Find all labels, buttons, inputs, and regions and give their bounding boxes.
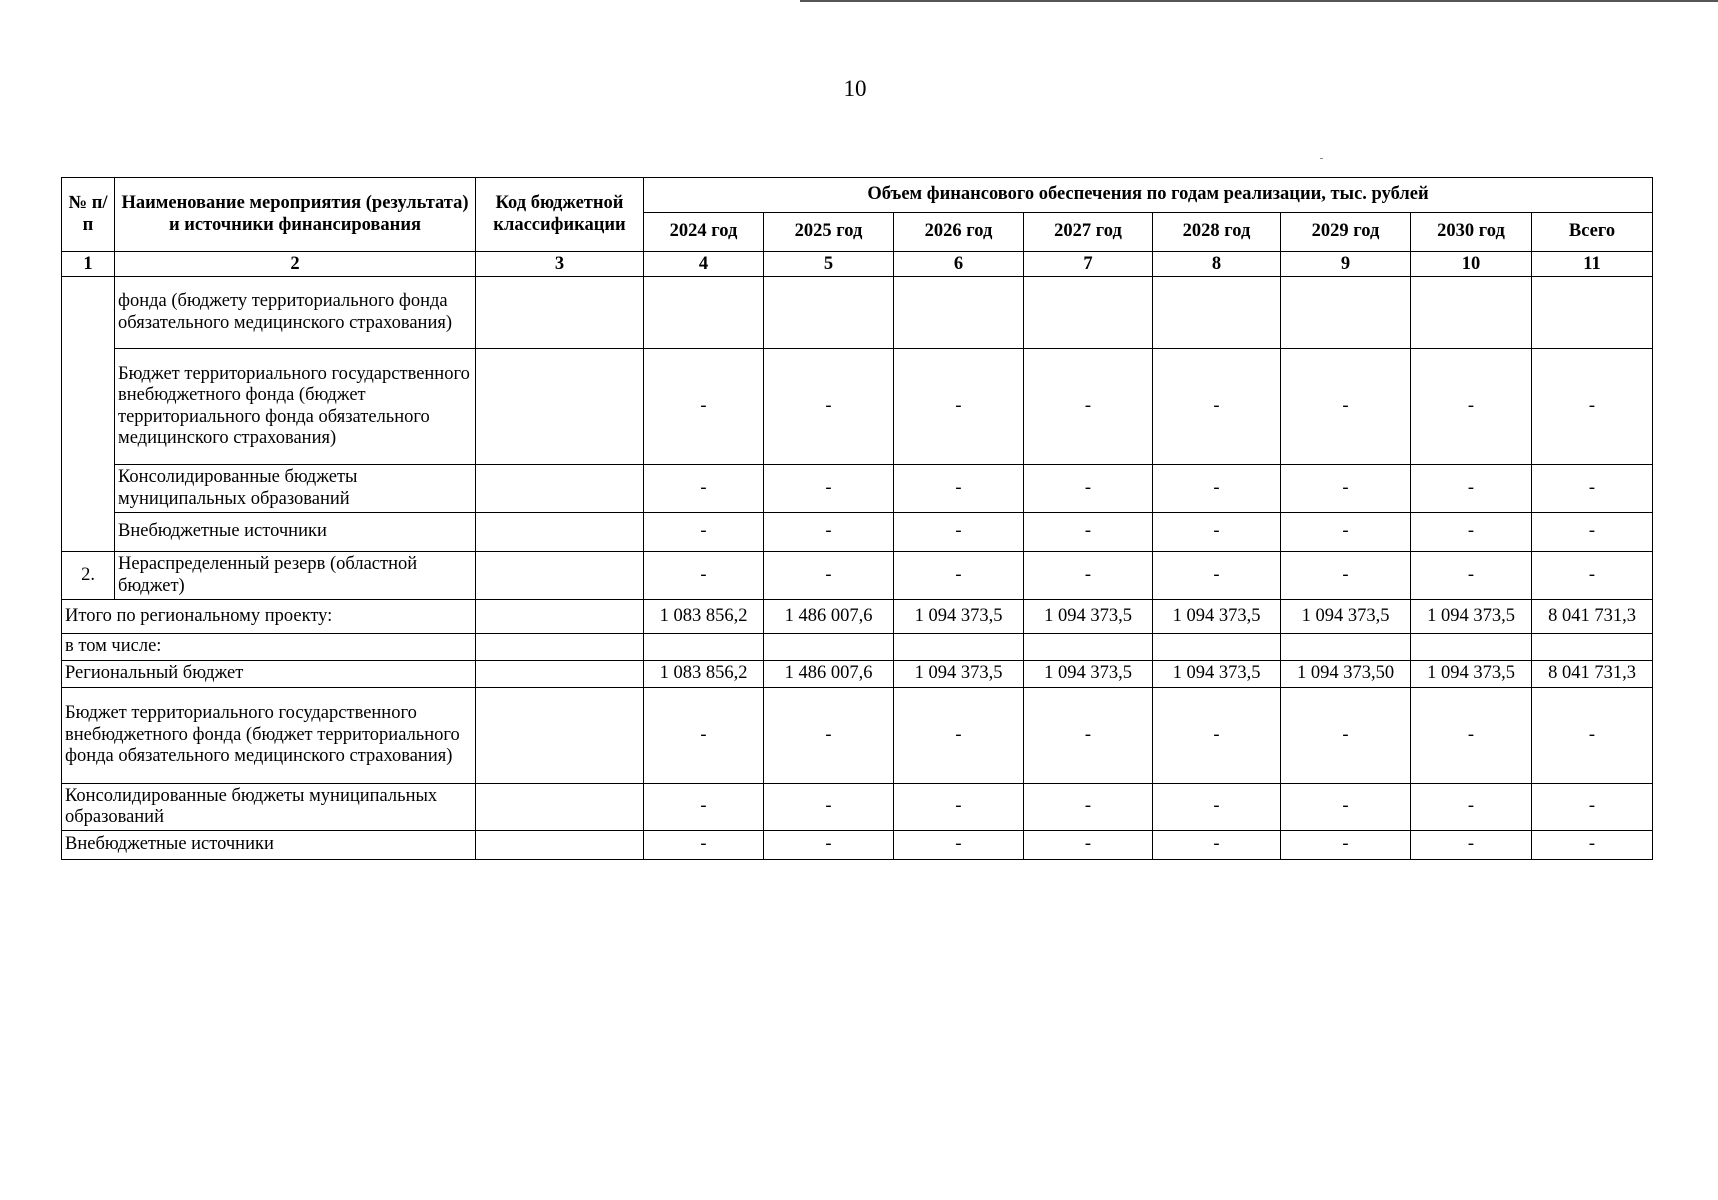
row-value: - — [1532, 465, 1653, 513]
summary-code — [476, 784, 644, 831]
column-number: 2 — [115, 252, 476, 277]
year-header: 2025 год — [764, 213, 894, 252]
row-value: - — [764, 513, 894, 552]
row-value — [894, 277, 1024, 349]
row-value: - — [1281, 552, 1411, 600]
summary-value: - — [1281, 688, 1411, 784]
summary-value: - — [1411, 831, 1532, 860]
year-header: 2024 год — [644, 213, 764, 252]
summary-value: - — [1153, 831, 1281, 860]
row-name: Внебюджетные источники — [115, 513, 476, 552]
summary-value: - — [644, 784, 764, 831]
table-row — [62, 349, 1653, 465]
row-value: - — [644, 552, 764, 600]
row-value: - — [1532, 349, 1653, 465]
row-value — [1281, 277, 1411, 349]
year-header: 2030 год — [1411, 213, 1532, 252]
summary-value: 1 094 373,5 — [894, 661, 1024, 688]
summary-value: 8 041 731,3 — [1532, 661, 1653, 688]
column-number: 9 — [1281, 252, 1411, 277]
year-header: 2028 год — [1153, 213, 1281, 252]
row-value: - — [894, 513, 1024, 552]
row-name: Консолидированные бюджеты муниципальных образований — [115, 465, 476, 513]
summary-value — [1532, 634, 1653, 661]
row-value: - — [764, 552, 894, 600]
summary-name: Внебюджетные источники — [62, 831, 476, 860]
summary-value: 1 094 373,5 — [1411, 661, 1532, 688]
row-value: - — [644, 349, 764, 465]
row-code — [476, 552, 644, 600]
col-header-code: Код бюджетной классификации — [476, 178, 644, 252]
summary-value: - — [1281, 784, 1411, 831]
row-code — [476, 513, 644, 552]
col-header-name: Наименование мероприятия (результата) и источники финансирования — [115, 178, 476, 252]
row-value — [1024, 277, 1153, 349]
year-header: 2026 год — [894, 213, 1024, 252]
row-code — [476, 277, 644, 349]
col-header-volume: Объем финансового обеспечения по годам реализации, тыс. рублей — [644, 178, 1653, 213]
summary-row — [62, 831, 1653, 860]
summary-code — [476, 634, 644, 661]
summary-value: - — [1411, 784, 1532, 831]
row-value — [764, 277, 894, 349]
row-number: 2. — [62, 552, 115, 600]
year-header: 2027 год — [1024, 213, 1153, 252]
summary-name: Консолидированные бюджеты муниципальных образований — [62, 784, 476, 831]
summary-value — [1281, 634, 1411, 661]
summary-row — [62, 600, 1653, 634]
table-row — [62, 277, 1653, 349]
summary-row — [62, 634, 1653, 661]
summary-value — [764, 634, 894, 661]
summary-value: 1 486 007,6 — [764, 661, 894, 688]
summary-value: - — [1281, 831, 1411, 860]
total-header: Всего — [1532, 213, 1653, 252]
row-value: - — [1153, 513, 1281, 552]
column-number: 7 — [1024, 252, 1153, 277]
column-number: 1 — [62, 252, 115, 277]
row-value — [644, 277, 764, 349]
row-value: - — [644, 513, 764, 552]
column-number-row — [62, 252, 1653, 277]
summary-value: - — [1024, 688, 1153, 784]
row-value — [1411, 277, 1532, 349]
row-value: - — [1281, 349, 1411, 465]
summary-value: 1 094 373,5 — [894, 600, 1024, 634]
row-value: - — [1024, 552, 1153, 600]
summary-value: - — [1532, 784, 1653, 831]
row-name: фонда (бюджету территориального фонда обязательного медицинского страхования) — [115, 277, 476, 349]
summary-code — [476, 831, 644, 860]
row-value: - — [1532, 513, 1653, 552]
summary-value: - — [1532, 688, 1653, 784]
row-value: - — [764, 465, 894, 513]
summary-value: - — [644, 831, 764, 860]
summary-value: 1 094 373,5 — [1024, 661, 1153, 688]
row-value: - — [1153, 552, 1281, 600]
summary-value: - — [764, 784, 894, 831]
row-name: Бюджет территориального государственного внебюджетного фонда (бюджет территориального фонда обязательного медицинского страхования) — [115, 349, 476, 465]
summary-code — [476, 600, 644, 634]
row-value: - — [1281, 513, 1411, 552]
summary-value: 1 094 373,5 — [1153, 600, 1281, 634]
summary-value: 1 083 856,2 — [644, 661, 764, 688]
column-number: 4 — [644, 252, 764, 277]
summary-value: - — [1153, 688, 1281, 784]
summary-value: - — [764, 688, 894, 784]
summary-value — [1411, 634, 1532, 661]
summary-name: Итого по региональному проекту: — [62, 600, 476, 634]
summary-value: - — [894, 831, 1024, 860]
summary-value: - — [1024, 831, 1153, 860]
column-number: 3 — [476, 252, 644, 277]
row-value: - — [1024, 349, 1153, 465]
top-edge-rule — [800, 0, 1718, 2]
row-number — [62, 277, 115, 552]
summary-value: 1 094 373,5 — [1411, 600, 1532, 634]
table-row — [62, 513, 1653, 552]
column-number: 10 — [1411, 252, 1532, 277]
table-row — [62, 552, 1653, 600]
row-value: - — [1411, 552, 1532, 600]
row-value — [1532, 277, 1653, 349]
summary-value — [1024, 634, 1153, 661]
row-value: - — [894, 349, 1024, 465]
row-value: - — [1153, 465, 1281, 513]
summary-value: 1 083 856,2 — [644, 600, 764, 634]
summary-name: в том числе: — [62, 634, 476, 661]
row-value: - — [1153, 349, 1281, 465]
summary-value: - — [894, 784, 1024, 831]
summary-row — [62, 784, 1653, 831]
scan-speck — [1320, 158, 1323, 159]
row-value: - — [644, 465, 764, 513]
row-value: - — [1411, 513, 1532, 552]
summary-value: - — [894, 688, 1024, 784]
summary-value: 1 094 373,5 — [1024, 600, 1153, 634]
page-number: 10 — [843, 76, 867, 101]
budget-table — [61, 177, 1653, 860]
row-code — [476, 349, 644, 465]
summary-value: - — [1024, 784, 1153, 831]
year-header: 2029 год — [1281, 213, 1411, 252]
row-value: - — [1532, 552, 1653, 600]
column-number: 6 — [894, 252, 1024, 277]
row-value: - — [1281, 465, 1411, 513]
row-value: - — [1024, 465, 1153, 513]
summary-value: 1 094 373,50 — [1281, 661, 1411, 688]
summary-value: - — [1411, 688, 1532, 784]
col-header-num: № п/п — [62, 178, 115, 252]
summary-value: 1 094 373,5 — [1153, 661, 1281, 688]
summary-value: - — [644, 688, 764, 784]
row-code — [476, 465, 644, 513]
row-value: - — [1024, 513, 1153, 552]
summary-value: 1 486 007,6 — [764, 600, 894, 634]
column-number: 11 — [1532, 252, 1653, 277]
summary-value — [894, 634, 1024, 661]
row-name: Нераспределенный резерв (областной бюджет) — [115, 552, 476, 600]
summary-value: - — [764, 831, 894, 860]
summary-value: - — [1153, 784, 1281, 831]
summary-value: 1 094 373,5 — [1281, 600, 1411, 634]
row-value: - — [764, 349, 894, 465]
summary-name: Региональный бюджет — [62, 661, 476, 688]
summary-value — [1153, 634, 1281, 661]
summary-code — [476, 661, 644, 688]
summary-row — [62, 661, 1653, 688]
summary-name: Бюджет территориального государственного внебюджетного фонда (бюджет территориального фонда обязательного медицинского страхования) — [62, 688, 476, 784]
header-row — [62, 178, 1653, 213]
row-value: - — [894, 465, 1024, 513]
summary-value — [644, 634, 764, 661]
column-number: 5 — [764, 252, 894, 277]
summary-value: 8 041 731,3 — [1532, 600, 1653, 634]
row-value: - — [1411, 349, 1532, 465]
summary-row — [62, 688, 1653, 784]
row-value — [1153, 277, 1281, 349]
column-number: 8 — [1153, 252, 1281, 277]
row-value: - — [1411, 465, 1532, 513]
summary-code — [476, 688, 644, 784]
summary-value: - — [1532, 831, 1653, 860]
table-row — [62, 465, 1653, 513]
row-value: - — [894, 552, 1024, 600]
